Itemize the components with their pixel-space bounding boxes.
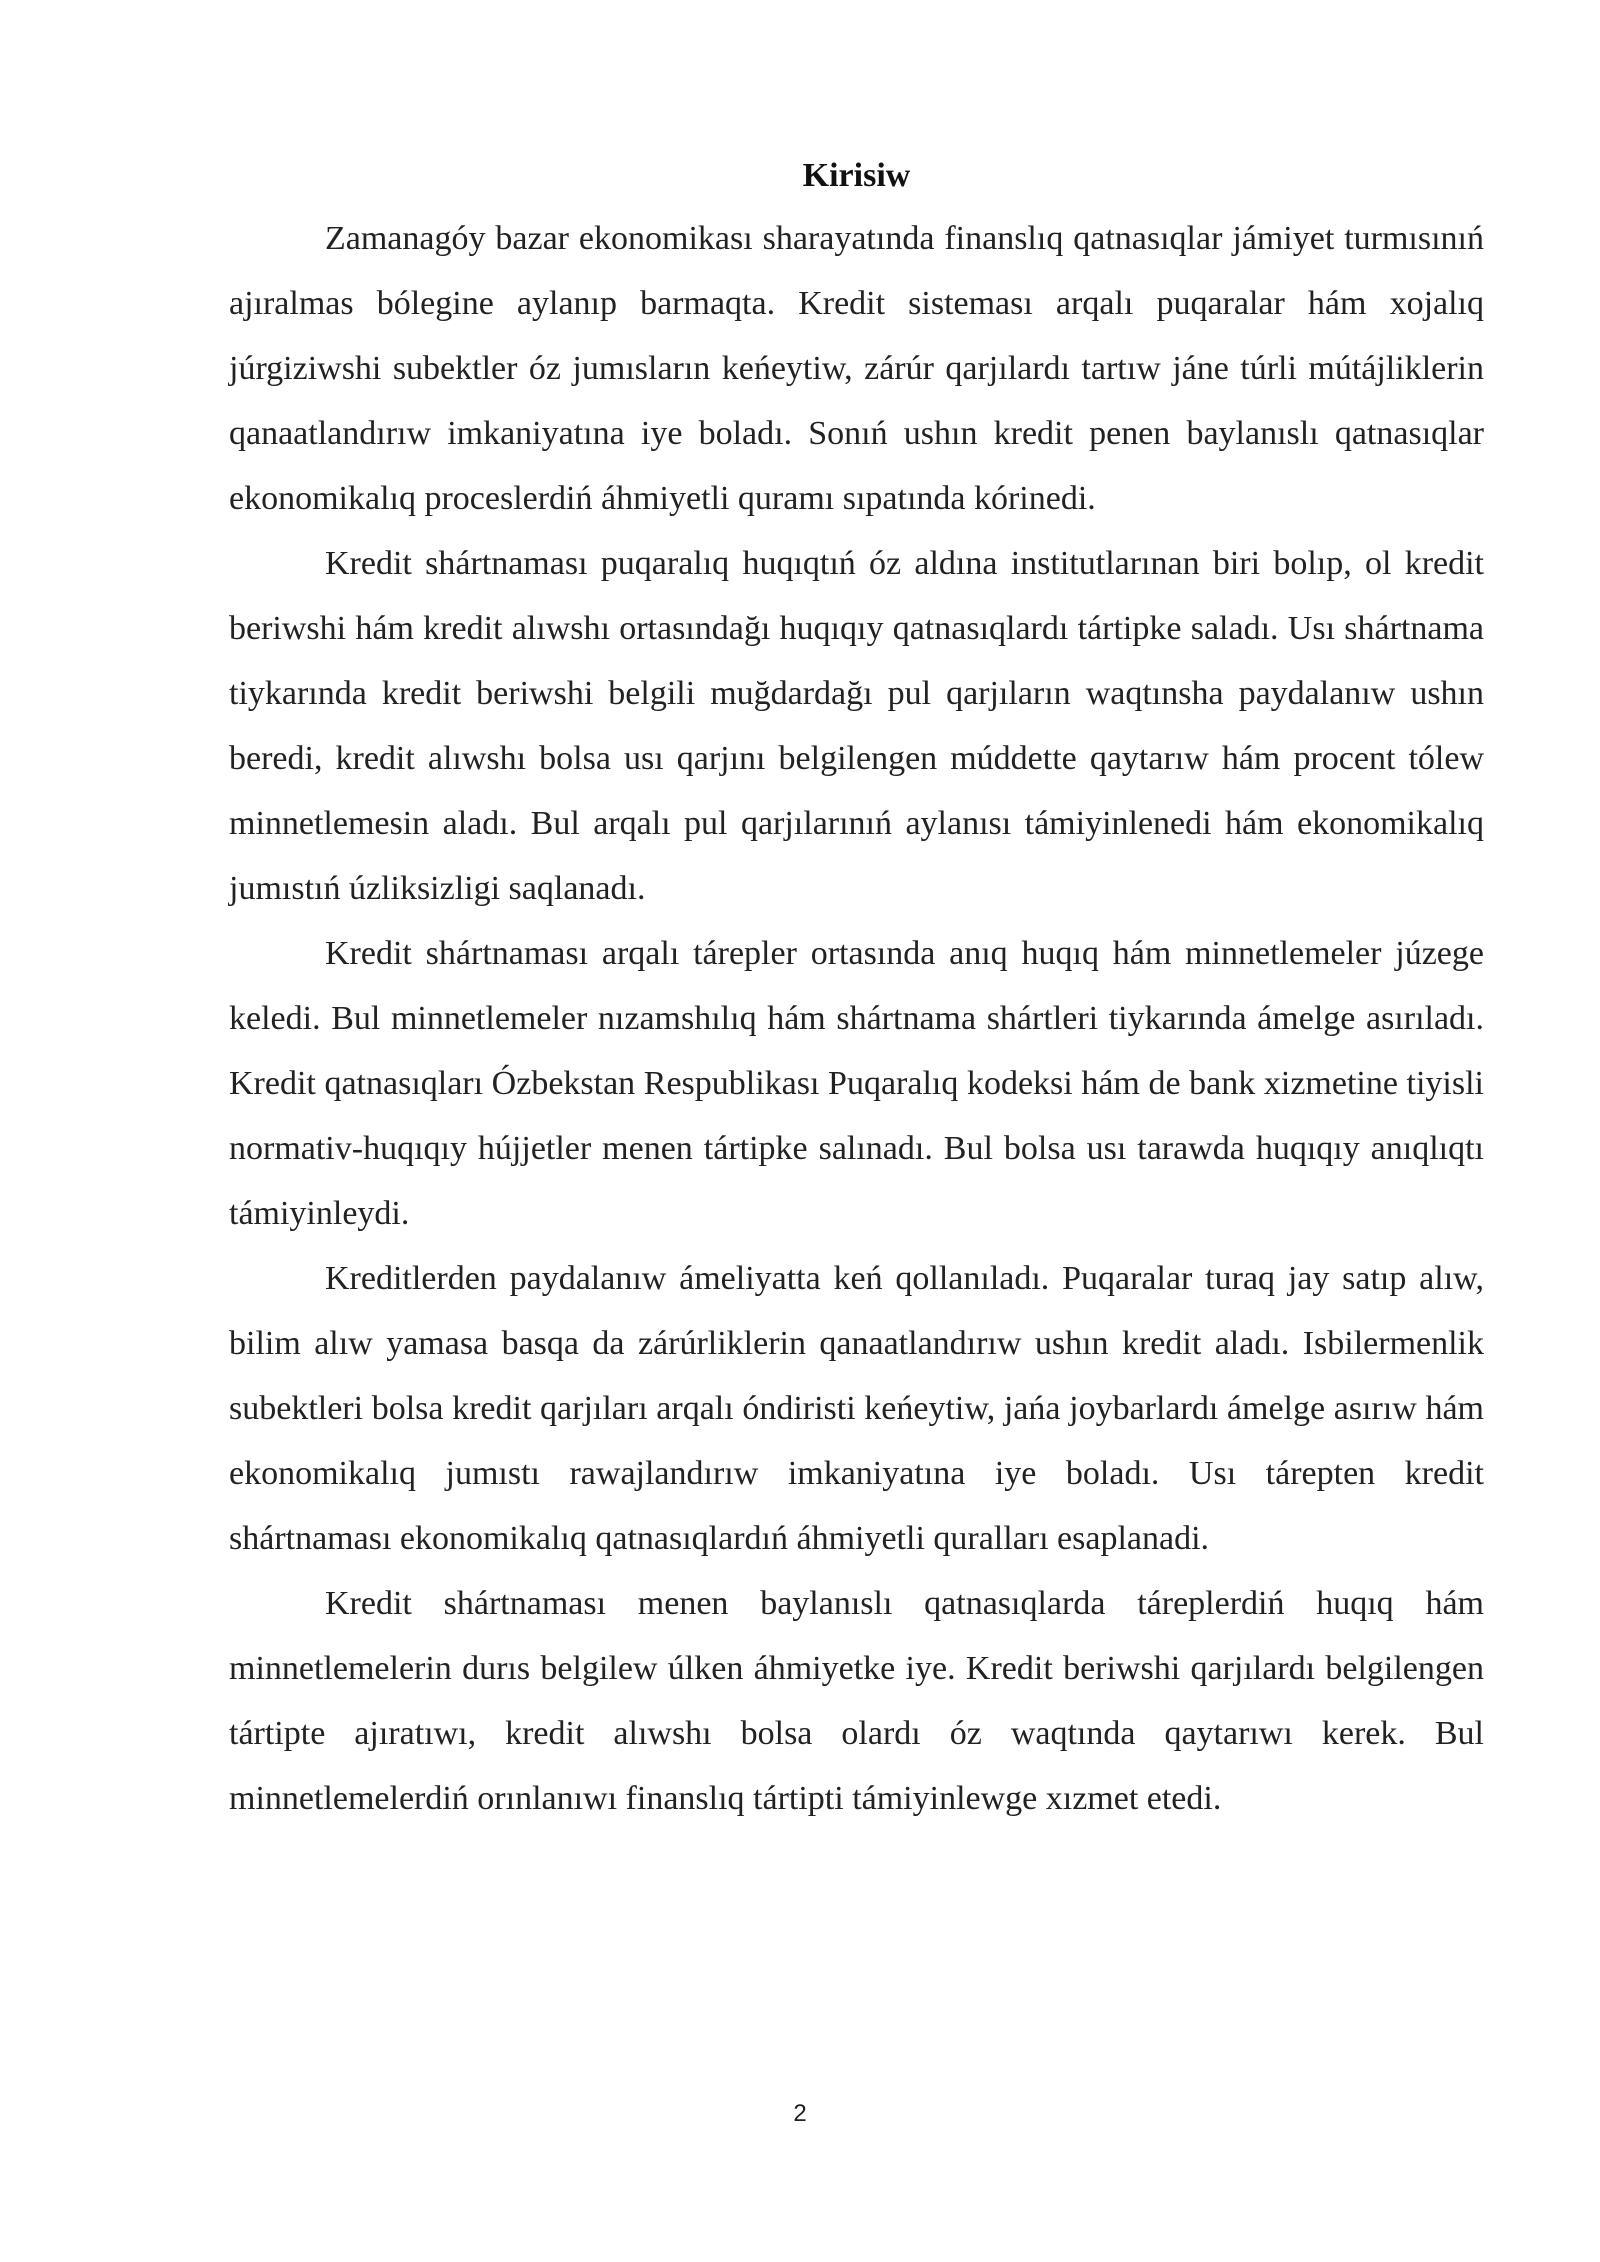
page-title: Kirisiw	[802, 157, 911, 194]
paragraph-2: Kredit shártnaması puqaralıq huqıqtıń óz aldına institutlarınan biri bolıp, ol kredit beriwshi hám kredit alıwshı ortasındağı huqıqıy qatnasıqlardı tártipke saladı. Usı shártnama tiykarında kredit beriwshi belgili muğdardağı pul qarjıların waqtınsha paydalanıw ushın beredi, kredit alıwshı bolsa usı qarjını belgilengen múddette qaytarıw hám procent tólew minnetlemesin aladı. Bul arqalı pul qarjılarınıń aylanısı támiyinlenedi hám ekonomikalıq jumıstıń úzliksizligi saqlanadı.	[229, 545, 1484, 907]
page-number: 2	[793, 2100, 807, 2127]
paragraph-4: Kreditlerden paydalanıw ámeliyatta keń qollanıladı. Puqaralar turaq jay satıp alıw, bilim alıw yamasa basqa da zárúrliklerin qanaatlandırıw ushın kredit aladı. Isbilermenlik subektleri bolsa kredit qarjıları arqalı óndiristi keńeytiw, jańa joybarlardı ámelge asırıw hám ekonomikalıq jumıstı rawajlandırıw imkaniyatına iye boladı. Usı tárepten kredit shártnaması ekonomikalıq qatnasıqlardıń áhmiyetli quralları esaplanadi.	[229, 1260, 1484, 1557]
paragraph-5: Kredit shártnaması menen baylanıslı qatnasıqlarda táreplerdiń huqıq hám minnetlemelerin durıs belgilew úlken áhmiyetke iye. Kredit beriwshi qarjılardı belgilengen tártipte ajıratıwı, kredit alıwshı bolsa olardı óz waqtında qaytarıwı kerek. Bul minnetlemelerdiń orınlanıwı finanslıq tártipti támiyinlewge xızmet etedi.	[229, 1585, 1484, 1817]
document-body	[229, 146, 1484, 1831]
paragraph-3: Kredit shártnaması arqalı tárepler ortasında anıq huqıq hám minnetlemeler júzege keledi. Bul minnetlemeler nızamshılıq hám shártnama shártleri tiykarında ámelge asırıladı. Kredit qatnasıqları Ózbekstan Respublikası Puqaralıq kodeksi hám de bank xizmetine tiyisli normativ-huqıqıy hújjetler menen tártipke salınadı. Bul bolsa usı tarawda huqıqıy anıqlıqtı támiyinleydi.	[229, 935, 1484, 1232]
paragraph-1: Zamanagóy bazar ekonomikası sharayatında finanslıq qatnasıqlar jámiyet turmısınıń ajıralmas bólegine aylanıp barmaqta. Kredit sisteması arqalı puqaralar hám xojalıq júrgiziwshi subektler óz jumısların keńeytiw, zárúr qarjılardı tartıw jáne túrli mútájliklerin qanaatlandırıw imkaniyatına iye boladı. Sonıń ushın kredit penen baylanıslı qatnasıqlar ekonomikalıq proceslerdiń áhmiyetli quramı sıpatında kórinedi.	[229, 220, 1484, 517]
